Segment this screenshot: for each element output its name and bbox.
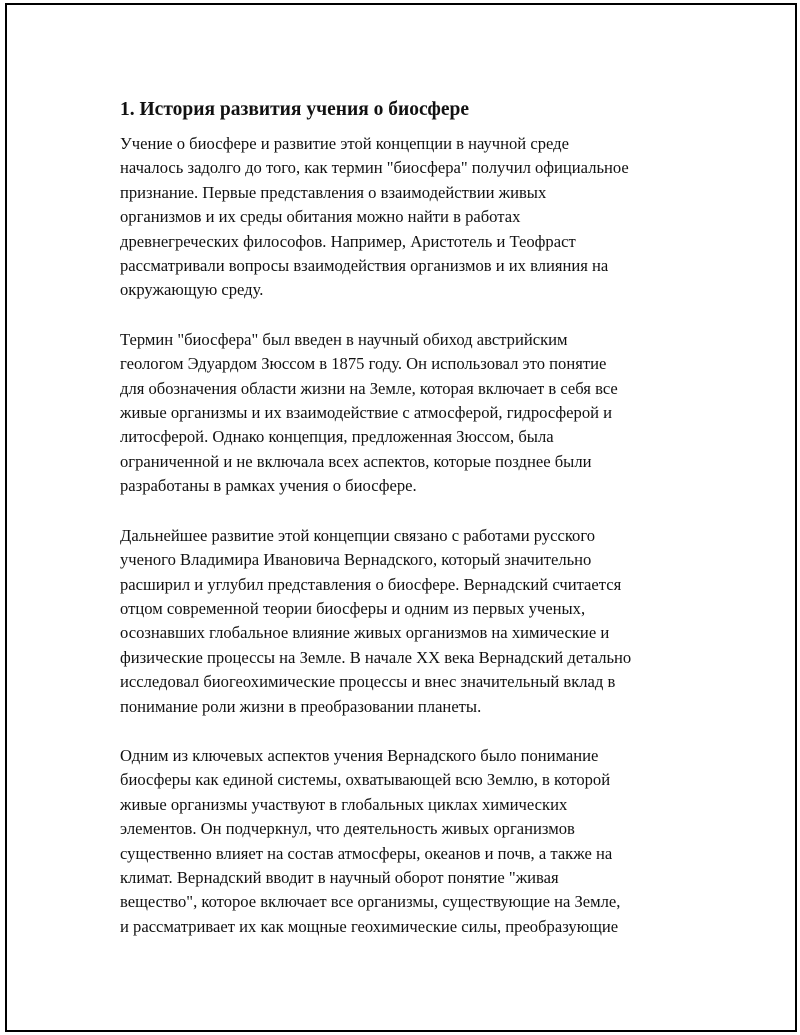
section-title: 1. История развития учения о биосфере — [120, 99, 470, 120]
paragraph-line: живые организмы участвуют в глобальных циклах химических — [120, 794, 568, 814]
paragraph-line: живые организмы и их взаимодействие с атмосферой, гидросферой и — [120, 403, 613, 423]
paragraph-line: вещество", которое включает все организмы, существующие на Земле, — [120, 892, 621, 912]
paragraph-line: разработаны в рамках учения о биосфере. — [120, 476, 417, 496]
paragraph-line: окружающую среду. — [120, 280, 264, 300]
paragraph-line: понимание роли жизни в преобразовании планеты. — [120, 696, 482, 716]
paragraph-4 — [120, 744, 695, 939]
paragraph-3 — [120, 524, 695, 719]
paragraph-line: отцом современной теории биосферы и одним из первых ученых, — [120, 598, 586, 618]
paragraph-line: и рассматривает их как мощные геохимические силы, преобразующие — [120, 916, 619, 936]
paragraph-line: Дальнейшее развитие этой концепции связано с работами русского — [120, 525, 596, 545]
paragraph-line: организмов и их среды обитания можно найти в работах — [120, 207, 521, 227]
paragraph-line: Одним из ключевых аспектов учения Вернадского было понимание — [120, 745, 599, 765]
paragraph-line: ограниченной и не включала всех аспектов, которые позднее были — [120, 451, 592, 471]
paragraph-line: для обозначения области жизни на Земле, которая включает в себя все — [120, 378, 618, 398]
paragraph-1 — [120, 132, 695, 303]
document-content — [120, 98, 695, 964]
paragraph-line: началось задолго до того, как термин "биосфера" получил официальное — [120, 158, 629, 178]
paragraph-line: геологом Эдуардом Зюссом в 1875 году. Он использовал это понятие — [120, 354, 607, 374]
paragraph-line: ученого Владимира Ивановича Вернадского, который значительно — [120, 550, 592, 570]
paragraph-line: рассматривали вопросы взаимодействия организмов и их влияния на — [120, 256, 609, 276]
paragraph-line: биосферы как единой системы, охватывающей всю Землю, в которой — [120, 770, 611, 790]
paragraph-line: элементов. Он подчеркнул, что деятельность живых организмов — [120, 819, 575, 839]
paragraph-line: древнегреческих философов. Например, Аристотель и Теофраст — [120, 231, 576, 251]
paragraph-line: существенно влияет на состав атмосферы, океанов и почв, а также на — [120, 843, 613, 863]
paragraph-line: Учение о биосфере и развитие этой концепции в научной среде — [120, 134, 569, 153]
page-frame — [5, 3, 797, 1032]
paragraph-line: признание. Первые представления о взаимодействии живых — [120, 182, 547, 202]
paragraph-line: климат. Вернадский вводит в научный оборот понятие "живая — [120, 867, 559, 887]
paragraph-line: Термин "биосфера" был введен в научный обиход австрийским — [120, 329, 568, 349]
paragraph-2 — [120, 328, 695, 499]
paragraph-line: литосферой. Однако концепция, предложенная Зюссом, была — [120, 427, 554, 447]
paragraph-line: осознавших глобальное влияние живых организмов на химические и — [120, 623, 610, 643]
paragraph-line: исследовал биогеохимические процессы и внес значительный вклад в — [120, 672, 616, 692]
paragraph-line: расширил и углубил представления о биосфере. Вернадский считается — [120, 574, 622, 594]
paragraph-line: физические процессы на Земле. В начале XX века Вернадский детально — [120, 647, 632, 667]
